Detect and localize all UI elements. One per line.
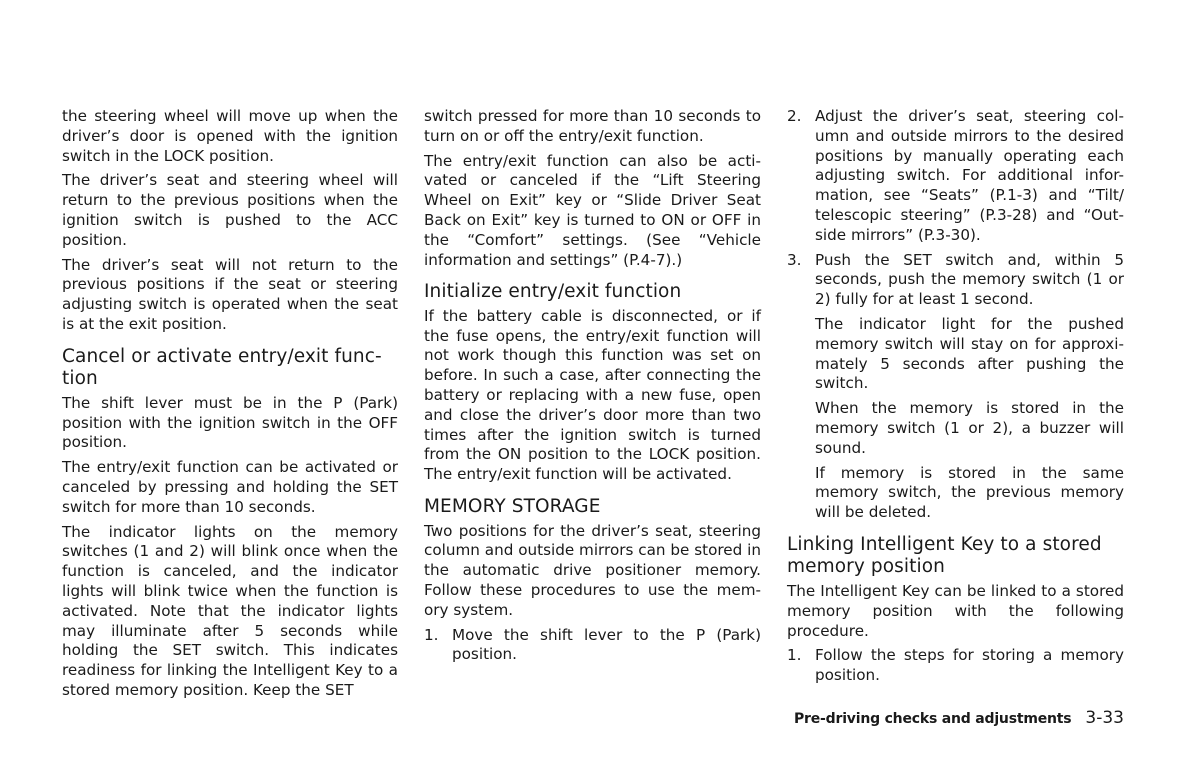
- list-text: Follow the steps for storing a memory position.: [815, 646, 1124, 685]
- page-footer: [700, 708, 1124, 728]
- paragraph: switch pressed for more than 10 seconds to turn on or off the entry/exit function.: [424, 107, 761, 145]
- paragraph: the steering wheel will move up when the driver’s door is opened with the ignition switch in the LOCK position.: [62, 107, 398, 165]
- list-number: 1.: [424, 625, 439, 644]
- list-item: [787, 107, 1124, 246]
- list-text: Adjust the driver’s seat, steering col-umn and outside mirrors to the desired positions by manually operating each adjusting switch. For additional infor-mation, see “Seats” (P.1-3) and “Tilt/ telescopic steering” (P.3-28) and “Out-side mirrors” (P.3-30).: [815, 107, 1124, 244]
- page-number: 3-33: [1085, 708, 1124, 728]
- paragraph: The indicator lights on the memory switches (1 and 2) will blink once when the function is canceled, and the indicator lights will blink twice when the function is activated. Note that the indicator lights may illuminate after 5 seconds while holding the SET switch. This indicates readiness for linking the Intelligent Key to a stored memory position. Keep the SET: [62, 522, 398, 699]
- list-text: Move the shift lever to the P (Park) position.: [452, 625, 761, 664]
- paragraph: The Intelligent Key can be linked to a stored memory position with the following procedure.: [787, 581, 1124, 640]
- paragraph: The entry/exit function can also be acti-vated or canceled if the “Lift Steering Wheel on Exit” key or “Slide Driver Seat Back on Exit” key is turned to ON or OFF in the “Comfort” settings. (See “Vehicle information and settings” (P.4-7).): [424, 151, 761, 269]
- column-right: [787, 107, 1124, 691]
- list-item: [787, 251, 1124, 310]
- paragraph: The driver’s seat will not return to the previous positions if the seat or steering adjusting switch is operated when the seat is at the exit position.: [62, 255, 398, 333]
- list-item: [787, 646, 1124, 686]
- section-heading-initialize: Initialize entry/exit function: [424, 281, 682, 303]
- section-heading-cancel-activate: Cancel or activate entry/exit func-tion: [62, 345, 382, 390]
- section-heading-linking-key: Linking Intelligent Key to a stored memory position: [787, 533, 1102, 578]
- paragraph: If the battery cable is disconnected, or if the fuse opens, the entry/exit function will not work though this function was set on before. In such a case, after connecting the battery or replacing with a new fuse, open and close the driver’s door more than two times after the ignition switch is turned from the ON position to the LOCK position. The entry/exit function will be activated.: [424, 306, 761, 484]
- list-number: 2.: [787, 107, 802, 125]
- list-item: [424, 626, 761, 666]
- paragraph: The shift lever must be in the P (Park) position with the ignition switch in the OFF position.: [62, 393, 398, 452]
- footer-section-title: Pre-driving checks and adjustments: [794, 711, 1072, 727]
- paragraph: The driver’s seat and steering wheel will return to the previous positions when the ignition switch is pushed to the ACC position.: [62, 171, 398, 249]
- section-heading-memory-storage: MEMORY STORAGE: [424, 496, 601, 518]
- column-left: [62, 107, 398, 706]
- column-middle: [424, 107, 761, 670]
- paragraph: The entry/exit function can be activated or canceled by pressing and holding the SET switch for more than 10 seconds.: [62, 458, 398, 516]
- list-number: 3.: [787, 250, 802, 269]
- paragraph: When the memory is stored in the memory switch (1 or 2), a buzzer will sound.: [815, 399, 1124, 457]
- paragraph: The indicator light for the pushed memory switch will stay on for approxi-mately 5 seconds after pushing the switch.: [815, 314, 1124, 393]
- paragraph: If memory is stored in the same memory switch, the previous memory will be deleted.: [815, 463, 1124, 522]
- list-number: 1.: [787, 646, 802, 665]
- paragraph: Two positions for the driver’s seat, steering column and outside mirrors can be stored in the automatic drive positioner memory. Follow these procedures to use the mem-ory system.: [424, 521, 761, 619]
- list-text: Push the SET switch and, within 5 seconds, push the memory switch (1 or 2) fully for at least 1 second.: [815, 250, 1124, 309]
